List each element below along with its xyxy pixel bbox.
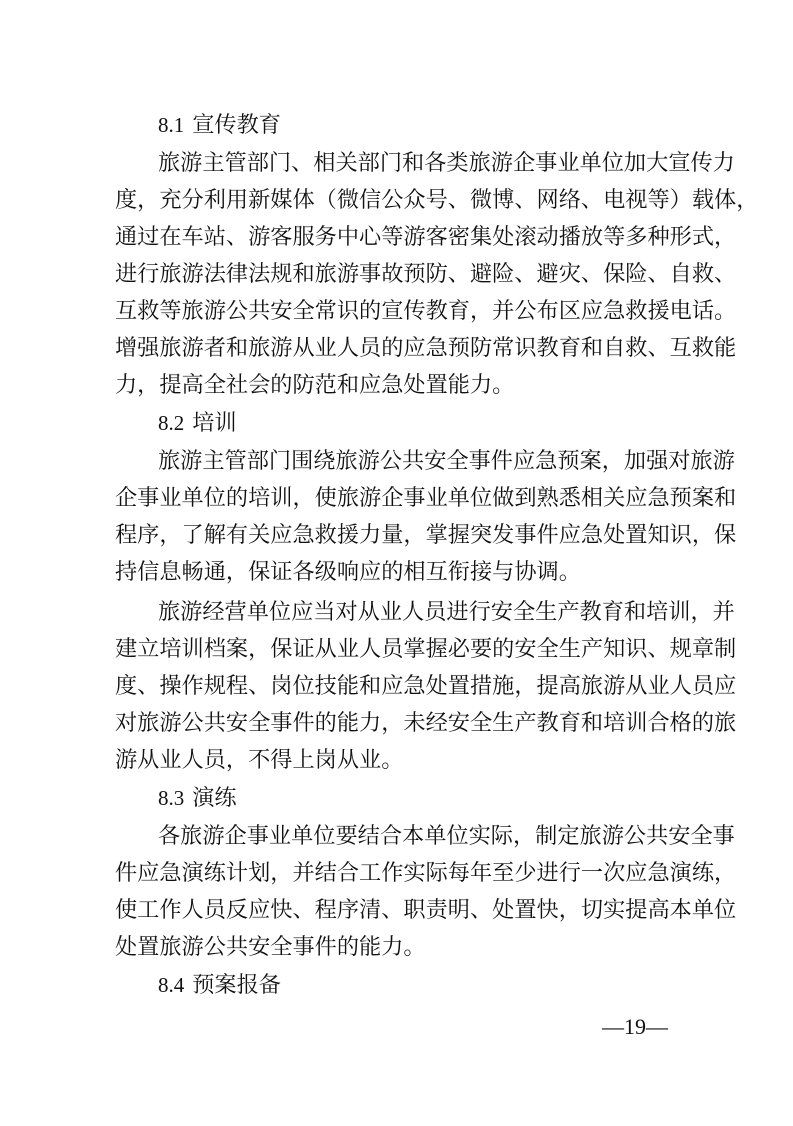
section-heading-8-3 xyxy=(158,780,237,817)
paragraph-line: 旅游主管部门、相关部门和各类旅游企事业单位加大宣传力 xyxy=(158,150,735,176)
paragraph-line: 对旅游公共安全事件的能力，未经安全生产教育和培训合格的旅 xyxy=(115,710,737,736)
paragraph-line: 使工作人员反应快、程序清、职责明、处置快，切实提高本单位 xyxy=(115,897,737,923)
section-title: 预案报备 xyxy=(192,972,281,998)
section-number: 8.3 xyxy=(158,786,185,810)
paragraph-line: 度、操作规程、岗位技能和应急处置措施，提高旅游从业人员应 xyxy=(115,673,737,699)
paragraph-line: 程序，了解有关应急救援力量，掌握突发事件应急处置知识，保 xyxy=(115,522,737,548)
paragraph-line: 度，充分利用新媒体（微信公众号、微博、网络、电视等）载体， xyxy=(115,187,759,213)
section-heading-8-2 xyxy=(158,405,237,442)
paragraph-line: 件应急演练计划，并结合工作实际每年至少进行一次应急演练， xyxy=(115,860,737,886)
section-number: 8.1 xyxy=(158,113,185,137)
section-title: 培训 xyxy=(192,410,237,436)
paragraph-line: 旅游主管部门围绕旅游公共安全事件应急预案，加强对旅游 xyxy=(158,448,735,474)
paragraph-line: 旅游经营单位应当对从业人员进行安全生产教育和培训，并 xyxy=(158,599,735,625)
paragraph-line: 通过在车站、游客服务中心等游客密集处滚动播放等多种形式， xyxy=(115,224,737,250)
paragraph-line: 持信息畅通，保证各级响应的相互衔接与协调。 xyxy=(115,559,581,585)
paragraph-line: 力，提高全社会的防范和应急处置能力。 xyxy=(115,372,515,398)
paragraph-line: 增强旅游者和旅游从业人员的应急预防常识教育和自救、互救能 xyxy=(115,335,737,361)
section-title: 宣传教育 xyxy=(192,112,281,138)
paragraph-line: 进行旅游法律法规和旅游事故预防、避险、避灾、保险、自救、 xyxy=(115,261,737,287)
paragraph-line: 建立培训档案，保证从业人员掌握必要的安全生产知识、规章制 xyxy=(115,636,737,662)
section-title: 演练 xyxy=(192,785,237,811)
section-heading-8-4 xyxy=(158,967,281,1004)
paragraph-line: 企事业单位的培训，使旅游企事业单位做到熟悉相关应急预案和 xyxy=(115,485,737,511)
paragraph-line: 处置旅游公共安全事件的能力。 xyxy=(115,934,426,960)
section-number: 8.2 xyxy=(158,411,185,435)
paragraph-line: 游从业人员，不得上岗从业。 xyxy=(115,747,404,773)
section-number: 8.4 xyxy=(158,973,185,997)
section-heading-8-1 xyxy=(158,107,281,144)
paragraph-line: 互救等旅游公共安全常识的宣传教育，并公布区应急救援电话。 xyxy=(115,298,737,324)
page-number: —19— xyxy=(602,1014,668,1039)
paragraph-line: 各旅游企事业单位要结合本单位实际，制定旅游公共安全事 xyxy=(158,823,735,849)
